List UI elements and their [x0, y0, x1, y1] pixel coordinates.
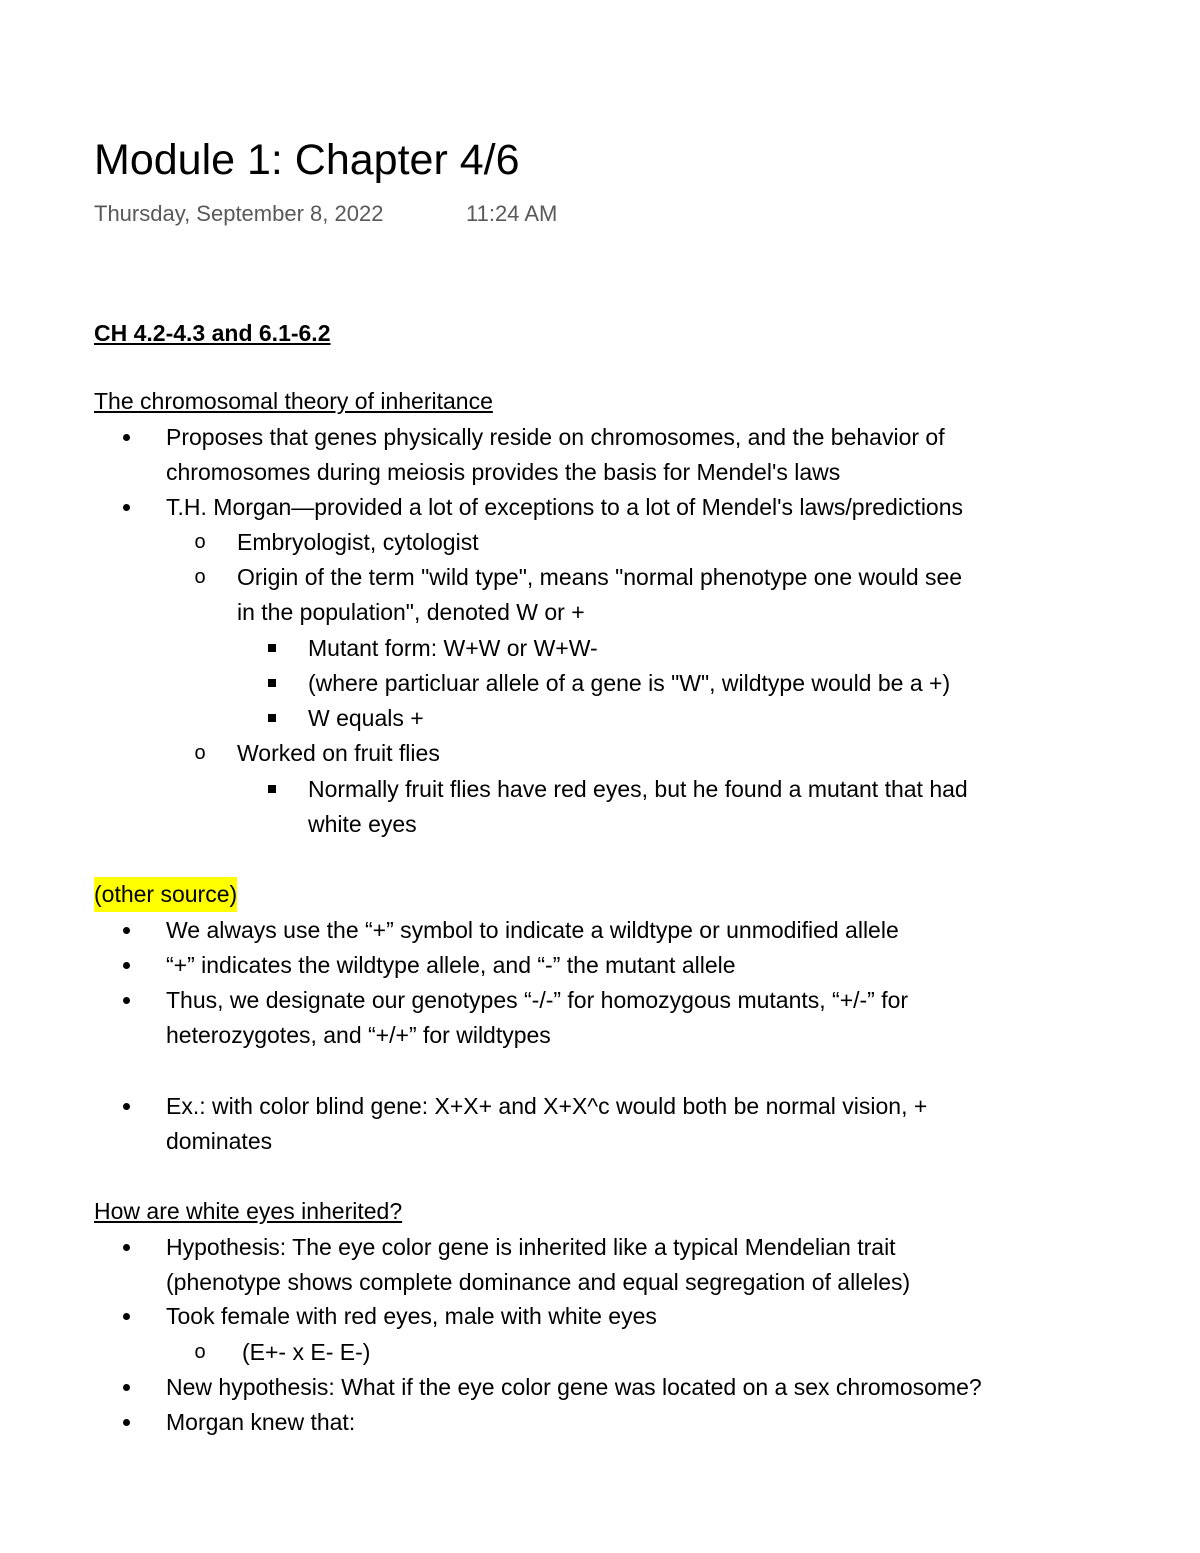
note-time: 11:24 AM	[466, 201, 558, 226]
list-item-continuation: (phenotype shows complete dominance and equal segregation of alleles)	[166, 1269, 911, 1295]
list-item: Hypothesis: The eye color gene is inherited like a typical Mendelian trait	[166, 1234, 896, 1260]
list-item: Thus, we designate our genotypes “-/-” for homozygous mutants, “+/-” for	[166, 987, 909, 1013]
subheading-white-eyes: How are white eyes inherited?	[94, 1198, 403, 1224]
subheading-chromosomal-theory: The chromosomal theory of inheritance	[94, 388, 493, 414]
circle-bullet-icon: o	[194, 742, 206, 764]
circle-bullet-icon: o	[194, 566, 206, 588]
bullet-icon	[116, 1299, 136, 1334]
square-bullet-icon	[262, 631, 282, 666]
list-item: We always use the “+” symbol to indicate a wildtype or unmodified allele	[166, 917, 899, 943]
list-item: T.H. Morgan—provided a lot of exceptions to a lot of Mendel's laws/predictions	[166, 494, 964, 520]
list-item-continuation: heterozygotes, and “+/+” for wildtypes	[166, 1022, 551, 1048]
list-item-continuation: chromosomes during meiosis provides the basis for Mendel's laws	[166, 459, 841, 485]
list-item: “+” indicates the wildtype allele, and “-” the mutant allele	[166, 952, 736, 978]
list-item: W equals +	[308, 705, 424, 731]
bullet-icon	[116, 490, 136, 525]
page-title: Module 1: Chapter 4/6	[94, 136, 520, 184]
list-item: Mutant form: W+W or W+W-	[308, 635, 598, 661]
list-item-continuation: in the population", denoted W or +	[237, 599, 585, 625]
bullet-icon	[116, 1405, 136, 1440]
list-item-continuation: white eyes	[308, 811, 417, 837]
list-item: (where particluar allele of a gene is "W", wildtype would be a +)	[308, 670, 951, 696]
bullet-icon	[116, 983, 136, 1018]
bullet-icon	[116, 948, 136, 983]
list-item: Took female with red eyes, male with white eyes	[166, 1303, 657, 1329]
list-item: Embryologist, cytologist	[237, 529, 479, 555]
bullet-icon	[116, 1370, 136, 1405]
list-item: Proposes that genes physically reside on chromosomes, and the behavior of	[166, 424, 945, 450]
circle-bullet-icon: o	[194, 531, 206, 553]
circle-bullet-icon: o	[194, 1341, 206, 1363]
square-bullet-icon	[262, 666, 282, 701]
list-item: New hypothesis: What if the eye color gene was located on a sex chromosome?	[166, 1374, 982, 1400]
note-date: Thursday, September 8, 2022	[94, 201, 384, 226]
bullet-icon	[116, 420, 136, 455]
list-item: Morgan knew that:	[166, 1409, 356, 1435]
bullet-icon	[116, 1230, 136, 1265]
subheading-other-source: (other source)	[94, 877, 237, 912]
list-item: (E+- x E- E-)	[242, 1339, 371, 1365]
square-bullet-icon	[262, 772, 282, 807]
section-heading: CH 4.2-4.3 and 6.1-6.2	[94, 320, 331, 346]
square-bullet-icon	[262, 701, 282, 736]
list-item-continuation: dominates	[166, 1128, 273, 1154]
list-item: Worked on fruit flies	[237, 740, 440, 766]
list-item: Normally fruit flies have red eyes, but he found a mutant that had	[308, 776, 968, 802]
bullet-icon	[116, 913, 136, 948]
list-item: Ex.: with color blind gene: X+X+ and X+X^c would both be normal vision, +	[166, 1093, 928, 1119]
bullet-icon	[116, 1089, 136, 1124]
list-item: Origin of the term "wild type", means "normal phenotype one would see	[237, 564, 963, 590]
